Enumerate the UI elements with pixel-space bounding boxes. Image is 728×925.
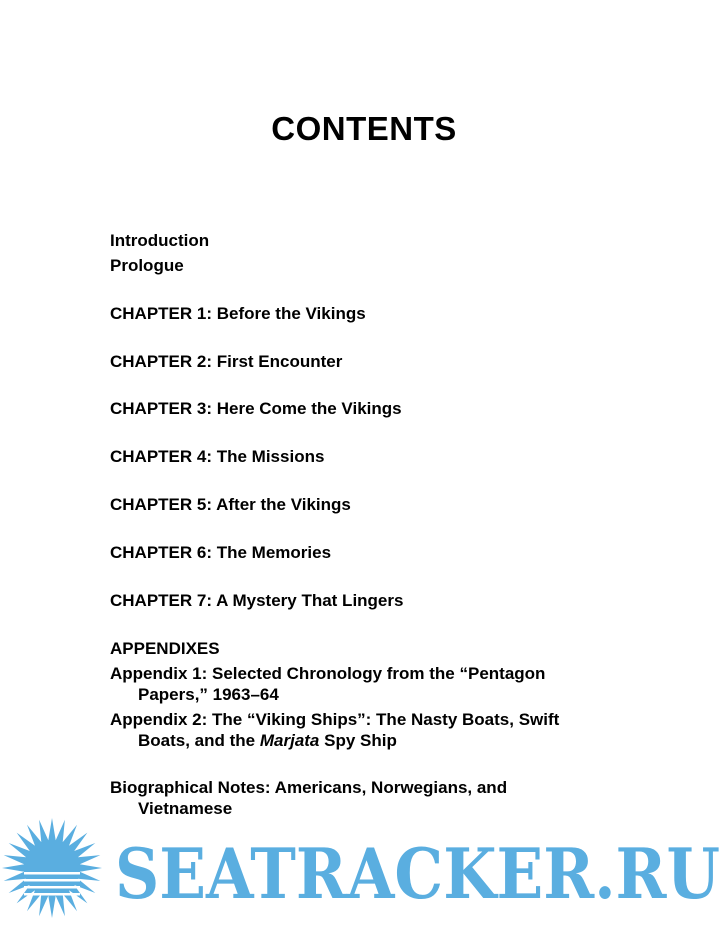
toc-biographical-notes[interactable] — [110, 777, 507, 819]
toc-chapter-2[interactable]: CHAPTER 2: First Encounter — [110, 352, 343, 371]
toc-appendix-2-line-2 — [110, 730, 559, 751]
page-title: CONTENTS — [271, 110, 457, 147]
toc-introduction[interactable]: Introduction — [110, 231, 210, 250]
toc-bio-line-1: Biographical Notes: Americans, Norwegians, and — [110, 778, 508, 797]
toc-appendix-2-line-2-start: Boats, and the — [138, 731, 260, 750]
toc-appendix-2-line-2-end: Spy Ship — [319, 731, 397, 750]
sun-icon — [2, 818, 102, 918]
toc-appendix-2-ship-name: Marjata — [259, 731, 320, 750]
toc-chapter-1[interactable]: CHAPTER 1: Before the Vikings — [110, 304, 366, 323]
toc-appendix-1-line-2: Papers,” 1963–64 — [138, 685, 279, 704]
watermark — [0, 818, 728, 925]
toc-chapter-7[interactable]: CHAPTER 7: A Mystery That Lingers — [110, 591, 404, 610]
watermark-text: SEATRACKER.RU — [115, 834, 720, 915]
toc-prologue[interactable]: Prologue — [110, 256, 184, 275]
toc-appendix-2[interactable] — [110, 709, 559, 751]
toc-chapter-4[interactable]: CHAPTER 4: The Missions — [110, 447, 325, 466]
toc-appendix-2-line-1: Appendix 2: The “Viking Ships”: The Nasty Boats, Swift — [110, 710, 560, 729]
toc-chapter-6[interactable]: CHAPTER 6: The Memories — [110, 543, 332, 562]
toc-chapter-5[interactable]: CHAPTER 5: After the Vikings — [110, 495, 351, 514]
toc-appendixes-heading: APPENDIXES — [110, 639, 220, 658]
toc-chapter-3[interactable]: CHAPTER 3: Here Come the Vikings — [110, 399, 402, 418]
toc-appendix-1[interactable] — [110, 663, 545, 705]
toc-appendix-1-line-1: Appendix 1: Selected Chronology from the “Pentagon — [110, 664, 546, 683]
toc-bio-line-2: Vietnamese — [138, 799, 233, 818]
